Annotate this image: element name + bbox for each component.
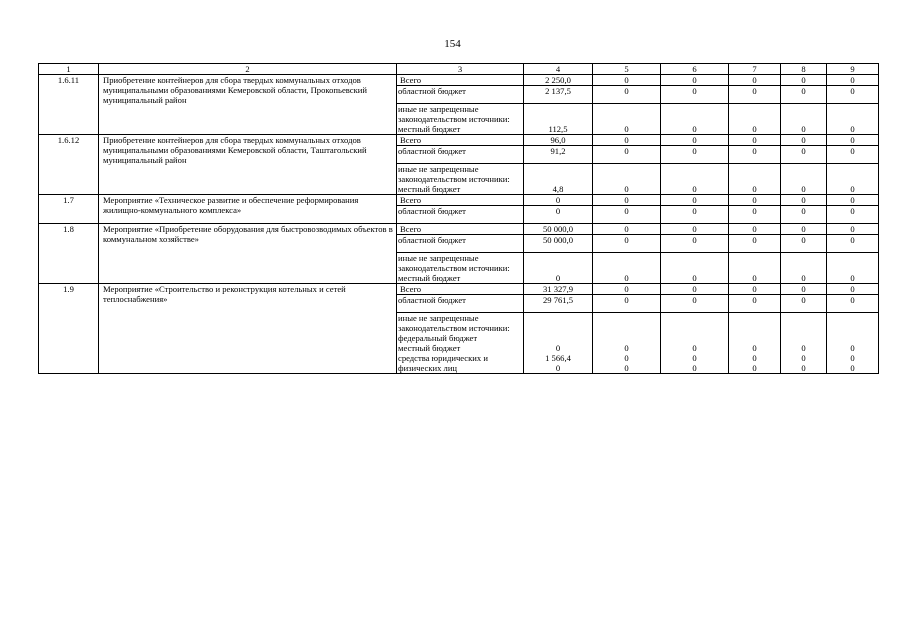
value-cell: 0 [593,164,661,195]
value-cell: 0 [593,284,661,295]
value-cell: 0 [729,146,781,164]
value-cell: 0 [729,75,781,86]
value-cell: 0 [729,135,781,146]
funding-source: иные не запрещенные законодательством источники: федеральный бюджет местный бюджет средства юридических и физических лиц [397,313,524,374]
value-cell: 0 [661,224,729,235]
column-header-9: 9 [827,64,879,75]
value-cell: 0 [593,224,661,235]
value-cell: 29 761,5 [524,295,593,313]
column-header-6: 6 [661,64,729,75]
value-cell: 112,5 [524,104,593,135]
value-cell: 0 [593,295,661,313]
funding-source: Всего [397,195,524,206]
value-cell: 0 0 0 [593,313,661,374]
header-row [39,64,879,75]
value-cell: 0 [661,146,729,164]
funding-source: Всего [397,75,524,86]
row-description: Приобретение контейнеров для сбора твердых коммунальных отходов муниципальными образованиями Кемеровской области, Прокопьевский муниципальный район [99,75,397,135]
value-cell: 0 [729,235,781,253]
value-cell: 0 [781,135,827,146]
value-cell: 0 [827,104,879,135]
value-cell: 0 [781,284,827,295]
column-header-8: 8 [781,64,827,75]
value-cell: 0 [827,206,879,224]
row-id: 1.6.11 [39,75,99,135]
value-cell: 0 [827,86,879,104]
value-cell: 0 [781,295,827,313]
funding-source: Всего [397,284,524,295]
value-cell: 0 [593,253,661,284]
value-cell: 0 [593,104,661,135]
value-cell: 0 [781,224,827,235]
column-header-5: 5 [593,64,661,75]
value-cell: 0 [524,206,593,224]
value-cell: 0 [827,284,879,295]
table-row [39,224,879,235]
value-cell: 0 [661,295,729,313]
value-cell: 0 [729,164,781,195]
value-cell: 0 [827,75,879,86]
value-cell: 0 [827,146,879,164]
value-cell: 50 000,0 [524,224,593,235]
value-cell: 96,0 [524,135,593,146]
value-cell: 0 [781,206,827,224]
row-description: Приобретение контейнеров для сбора твердых коммунальных отходов муниципальными образованиями Кемеровской области, Таштагольский муниципальный район [99,135,397,195]
value-cell: 0 [593,75,661,86]
value-cell: 0 [729,104,781,135]
value-cell: 0 [729,195,781,206]
value-cell: 0 [827,235,879,253]
value-cell: 0 [593,195,661,206]
table-row [39,195,879,206]
funding-source: областной бюджет [397,86,524,104]
row-id: 1.6.12 [39,135,99,195]
column-header-2: 2 [99,64,397,75]
value-cell: 0 [593,146,661,164]
value-cell: 0 0 0 [781,313,827,374]
value-cell: 0 [661,135,729,146]
funding-source: иные не запрещенные законодательством источники: местный бюджет [397,164,524,195]
column-header-4: 4 [524,64,593,75]
value-cell: 0 [781,235,827,253]
value-cell: 0 [593,235,661,253]
column-header-1: 1 [39,64,99,75]
value-cell: 0 [729,86,781,104]
value-cell: 50 000,0 [524,235,593,253]
value-cell: 0 [827,295,879,313]
value-cell: 0 [781,75,827,86]
funding-source: областной бюджет [397,206,524,224]
value-cell: 0 [781,195,827,206]
value-cell: 0 [593,135,661,146]
value-cell: 0 [729,284,781,295]
value-cell: 0 [524,253,593,284]
page-number: 154 [444,38,461,50]
row-description: Мероприятие «Приобретение оборудования для быстровозводимых объектов в коммунальном хозяйстве» [99,224,397,284]
row-id: 1.9 [39,284,99,374]
value-cell: 0 [661,104,729,135]
value-cell: 2 137,5 [524,86,593,104]
value-cell: 0 [827,195,879,206]
value-cell: 0 [729,224,781,235]
value-cell: 0 [593,86,661,104]
value-cell: 2 250,0 [524,75,593,86]
value-cell: 31 327,9 [524,284,593,295]
row-id: 1.8 [39,224,99,284]
funding-source: Всего [397,135,524,146]
value-cell: 0 [781,104,827,135]
value-cell: 4,8 [524,164,593,195]
value-cell: 0 [524,195,593,206]
value-cell: 0 [661,235,729,253]
value-cell: 0 [781,146,827,164]
value-cell: 0 [827,135,879,146]
value-cell: 0 [661,86,729,104]
value-cell: 0 [729,295,781,313]
value-cell: 0 [729,206,781,224]
funding-source: иные не запрещенные законодательством источники: местный бюджет [397,253,524,284]
value-cell: 0 [661,195,729,206]
column-header-7: 7 [729,64,781,75]
value-cell: 0 0 0 [729,313,781,374]
value-cell: 91,2 [524,146,593,164]
value-cell: 0 [593,206,661,224]
funding-source: областной бюджет [397,295,524,313]
value-cell: 0 [661,206,729,224]
value-cell: 0 [827,164,879,195]
value-cell: 0 [661,75,729,86]
table-row [39,135,879,146]
funding-source: областной бюджет [397,235,524,253]
table-row [39,284,879,295]
value-cell: 0 [781,86,827,104]
value-cell: 0 [781,164,827,195]
value-cell: 0 [661,164,729,195]
value-cell: 0 [661,253,729,284]
funding-source: Всего [397,224,524,235]
table-row [39,75,879,86]
row-id: 1.7 [39,195,99,224]
value-cell: 0 1 566,4 0 [524,313,593,374]
value-cell: 0 [729,253,781,284]
budget-table [38,63,879,374]
value-cell: 0 0 0 [661,313,729,374]
value-cell: 0 [781,253,827,284]
row-description: Мероприятие «Строительство и реконструкция котельных и сетей теплоснабжения» [99,284,397,374]
funding-source: иные не запрещенные законодательством источники: местный бюджет [397,104,524,135]
value-cell: 0 0 0 [827,313,879,374]
value-cell: 0 [827,224,879,235]
column-header-3: 3 [397,64,524,75]
value-cell: 0 [661,284,729,295]
row-description: Мероприятие «Техническое развитие и обеспечение реформирования жилищно-коммунального комплекса» [99,195,397,224]
value-cell: 0 [827,253,879,284]
funding-source: областной бюджет [397,146,524,164]
